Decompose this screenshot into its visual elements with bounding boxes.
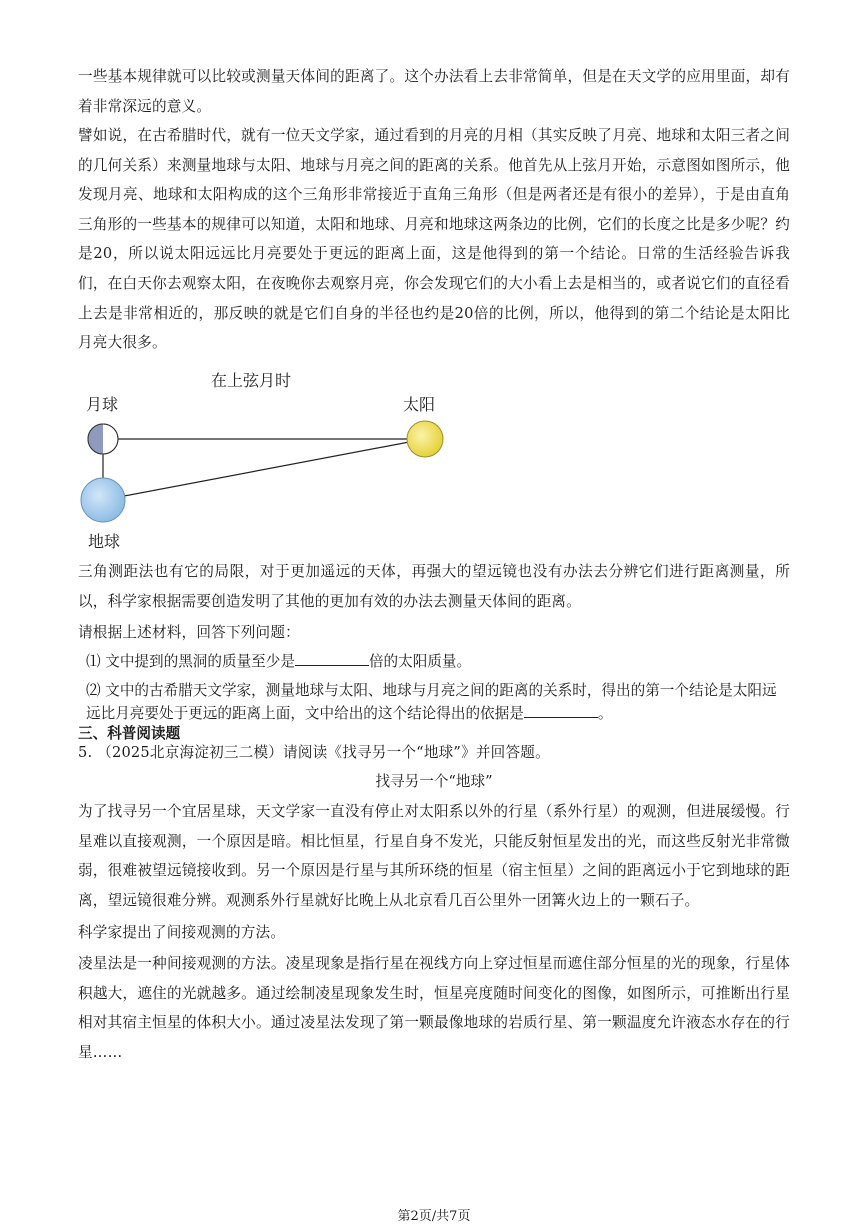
question-1-prefix: ⑴ 文中提到的黑洞的质量至少是 bbox=[86, 653, 295, 670]
question-1 bbox=[86, 650, 790, 674]
earth-shape bbox=[81, 478, 125, 522]
question-2 bbox=[86, 680, 790, 725]
paragraph-instruction: 请根据上述材料，回答下列问题： bbox=[78, 624, 300, 641]
earth-label: 地球 bbox=[88, 532, 121, 551]
paragraph-limitations: 三角测距法也有它的局限，对于更加遥远的天体，再强大的望远镜也没有办法去分辨它们进行距离测量，所以，科学家根据需要创造发明了其他的更加有效的办法去测量天体间的距离。 bbox=[78, 563, 790, 610]
section-heading: 三、科普阅读题 bbox=[78, 725, 181, 742]
diagram-title: 在上弦月时 bbox=[211, 371, 292, 390]
question-2-blank[interactable] bbox=[524, 702, 598, 718]
article-title: 找寻另一个“地球” bbox=[375, 773, 493, 790]
question-1-blank[interactable] bbox=[295, 650, 369, 666]
article-paragraph-2: 科学家提出了间接观测的方法。 bbox=[78, 924, 286, 941]
sun-shape bbox=[407, 421, 443, 457]
question-1-suffix: 倍的太阳质量。 bbox=[368, 653, 472, 670]
moon-shape bbox=[88, 424, 118, 454]
triangle-diagram bbox=[70, 410, 460, 530]
article-paragraph-1: 为了找寻另一个宜居星球，天文学家一直没有停止对太阳系以外的行星（系外行星）的观测，但进展缓慢。行星难以直接观测，一个原因是暗。相比恒星，行星自身不发光，只能反射恒星发出的光，而这些反射光非常微弱，很难被望远镜接收到。另一个原因是行星与其所环绕的恒星（宿主恒星）之间的距离远小于它到地球的距离，望远镜很难分辨。观测系外行星就好比晚上从北京看几百公里外一团篝火边上的一颗石子。 bbox=[78, 803, 790, 909]
page-footer: 第2页/共7页 bbox=[397, 1209, 471, 1224]
sun-label: 太阳 bbox=[403, 395, 436, 414]
paragraph-intro: 一些基本规律就可以比较或测量天体间的距离了。这个办法看上去非常简单，但是在天文学的应用里面，却有着非常深远的意义。 bbox=[78, 68, 790, 115]
question-5-intro: 5. （2025北京海淀初三二模）请阅读《找寻另一个“地球”》并回答题。 bbox=[78, 744, 550, 761]
question-2-text: ⑵ 文中的古希腊天文学家，测量地球与太阳、地球与月亮之间的距离的关系时，得出的第一个结论是太阳远远比月亮要处于更远的距离上面，文中给出的这个结论得出的依据是 bbox=[86, 682, 777, 722]
paragraph-greek-astronomer: 譬如说，在古希腊时代，就有一位天文学家，通过看到的月亮的月相（其实反映了月亮、地球和太阳三者之间的几何关系）来测量地球与太阳、地球与月亮之间的距离的关系。他首先从上弦月开始，示意图如图所示，他发现月亮、地球和太阳构成的这个三角形非常接近于直角三角形（但是两者还是有很小的差异），于是由直角三角形的一些基本的规律可以知道，太阳和地球、月亮和地球这两条边的比例，它们的长度之比是多少呢？约是20，所以说太阳远远比月亮要处于更远的距离上面，这是他得到的第一个结论。日常的生活经验告诉我们，在白天你去观察太阳，在夜晚你去观察月亮，你会发现它们的大小看上去是相当的，或者说它们的直径看上去是非常相近的，那反映的就是它们自身的半径也约是20倍的比例，所以，他得到的第二个结论是太阳比月亮大很多。 bbox=[78, 127, 790, 352]
question-2-suffix: 。 bbox=[597, 705, 613, 722]
article-paragraph-3: 凌星法是一种间接观测的方法。凌星现象是指行星在视线方向上穿过恒星而遮住部分恒星的光的现象，行星体积越大，遮住的光就越多。通过绘制凌星现象发生时，恒星亮度随时间变化的图像，如图所示，可推断出行星相对其宿主恒星的体积大小。通过凌星法发现了第一颗最像地球的岩质行星、第一颗温度允许液态水存在的行星…… bbox=[78, 955, 790, 1061]
moon-label: 月球 bbox=[86, 395, 119, 414]
earth-sun-line bbox=[103, 439, 425, 500]
